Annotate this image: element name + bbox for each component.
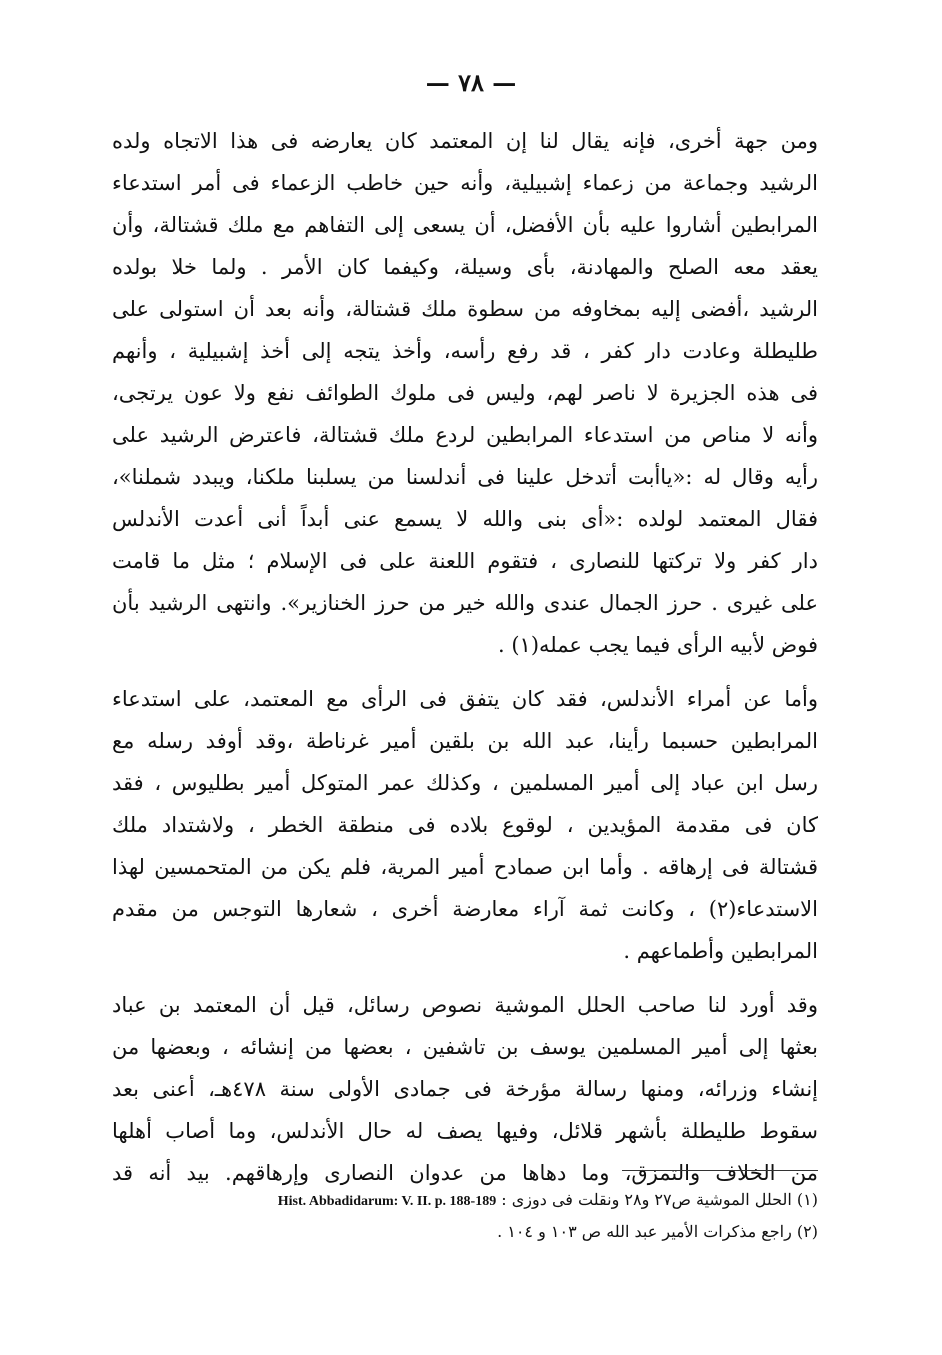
- text-line: المرابطين وأطماعهم .: [623, 939, 818, 963]
- text-line: فى هذه الجزيرة لا ناصر لهم، وليس فى ملوك الطوائف نفع ولا عون يرتجى،: [112, 381, 818, 405]
- text-line: إنشاء وزرائه، ومنها رسالة مؤرخة فى جمادى الأولى سنة ٤٧٨هـ، أعنى بعد: [112, 1077, 818, 1101]
- page-number: — ٧٨ —: [425, 68, 517, 97]
- footnote-2: (٢) راجع مذكرات الأمير عبد الله ص ١٠٣ و ١٠٤ .: [497, 1222, 818, 1241]
- text-line: الرشيد وجماعة من زعماء إشبيلية، وأنه حين خاطب الزعماء فى أمر استدعاء: [112, 171, 818, 195]
- text-line: المرابطين أشاروا عليه بأن الأفضل، أن يسعى إلى التفاهم مع ملك قشتالة، وأن: [112, 213, 818, 237]
- text-line: من الخلاف والتمزق، وما دهاها من عدوان النصارى وإرهاقهم. بيد أنه قد: [112, 1161, 818, 1185]
- text-line: وأما عن أمراء الأندلس، فقد كان يتفق فى الرأى مع المعتمد، على استدعاء: [112, 687, 818, 711]
- text-line: وأنه لا مناص من استدعاء المرابطين لردع ملك قشتالة، فاعترض الرشيد على: [112, 423, 818, 447]
- text-line: كان فى مقدمة المؤيدين ، لوقوع بلاده فى منطقة الخطر ، ولاشتداد ملك: [112, 813, 818, 837]
- footnotes: [112, 1184, 818, 1248]
- footnote-divider: [622, 1170, 818, 1171]
- text-line: وقد أورد لنا صاحب الحلل الموشية نصوص رسائل، قيل أن المعتمد بن عباد: [112, 993, 818, 1017]
- text-line: على غيرى . حرز الجمال عندى والله خير من حرز الخنازير». وانتهى الرشيد بأن: [112, 591, 818, 615]
- footnote-1-arabic: (١) الحلل الموشية ص٢٧ و٢٨ ونقلت فى دوزى :: [501, 1190, 818, 1209]
- text-line: فوض لأبيه الرأى فيما يجب عمله(١) .: [498, 633, 818, 657]
- text-line: قشتالة فى إرهاقه . وأما ابن صمادح أمير المرية، فلم يكن من المتحمسين لهذا: [112, 855, 818, 879]
- text-line: يعقد معه الصلح والمهادنة، بأى وسيلة، وكيفما كان الأمر . ولما خلا بولده: [112, 255, 818, 279]
- footnote-1-latin: Hist. Abbadidarum: V. II. p. 188-189: [277, 1194, 497, 1209]
- text-line: الاستدعاء(٢) ، وكانت ثمة آراء معارضة أخرى ، شعارها التوجس من مقدم: [112, 897, 818, 921]
- footnote-1: [112, 1184, 818, 1216]
- text-line: دار كفر ولا تركتها للنصارى ، فتقوم اللعنة على فى الإسلام ؛ مثل ما قامت: [112, 549, 818, 573]
- text-line: رسل ابن عباد إلى أمير المسلمين ، وكذلك عمر المتوكل أمير بطليوس ، فقد: [112, 771, 818, 795]
- text-line: ومن جهة أخرى، فإنه يقال لنا إن المعتمد كان يعارضه فى هذا الاتجاه ولده: [112, 129, 818, 153]
- text-line: فقال المعتمد لولده :«أى بنى والله لا يسمع عنى أبداً أنى أعدت الأندلس: [112, 507, 818, 531]
- text-line: سقوط طليطلة بأشهر قلائل، وفيها يصف له حال الأندلس، وما أصاب أهلها: [112, 1119, 818, 1143]
- body-text: [112, 120, 818, 1194]
- text-line: الرشيد ،أفضى إليه بمخاوفه من سطوة ملك قشتالة، وأنه بعد أن استولى على: [112, 297, 818, 321]
- text-line: المرابطين حسبما رأينا، عبد الله بن بلقين أمير غرناطة ،وقد أوفد رسله مع: [112, 729, 818, 753]
- text-line: بعثها إلى أمير المسلمين يوسف بن تاشفين ، بعضها من إنشائه ، وبعضها من: [112, 1035, 818, 1059]
- text-line: رأيه وقال له :«ياأبت أتدخل علينا فى أندلسنا من يسلبنا ملكنا، ويبدد شملنا»،: [112, 465, 818, 489]
- text-line: طليطلة وعادت دار كفر ، قد رفع رأسه، وأخذ يتجه إلى أخذ إشبيلية ، وأنهم: [112, 339, 818, 363]
